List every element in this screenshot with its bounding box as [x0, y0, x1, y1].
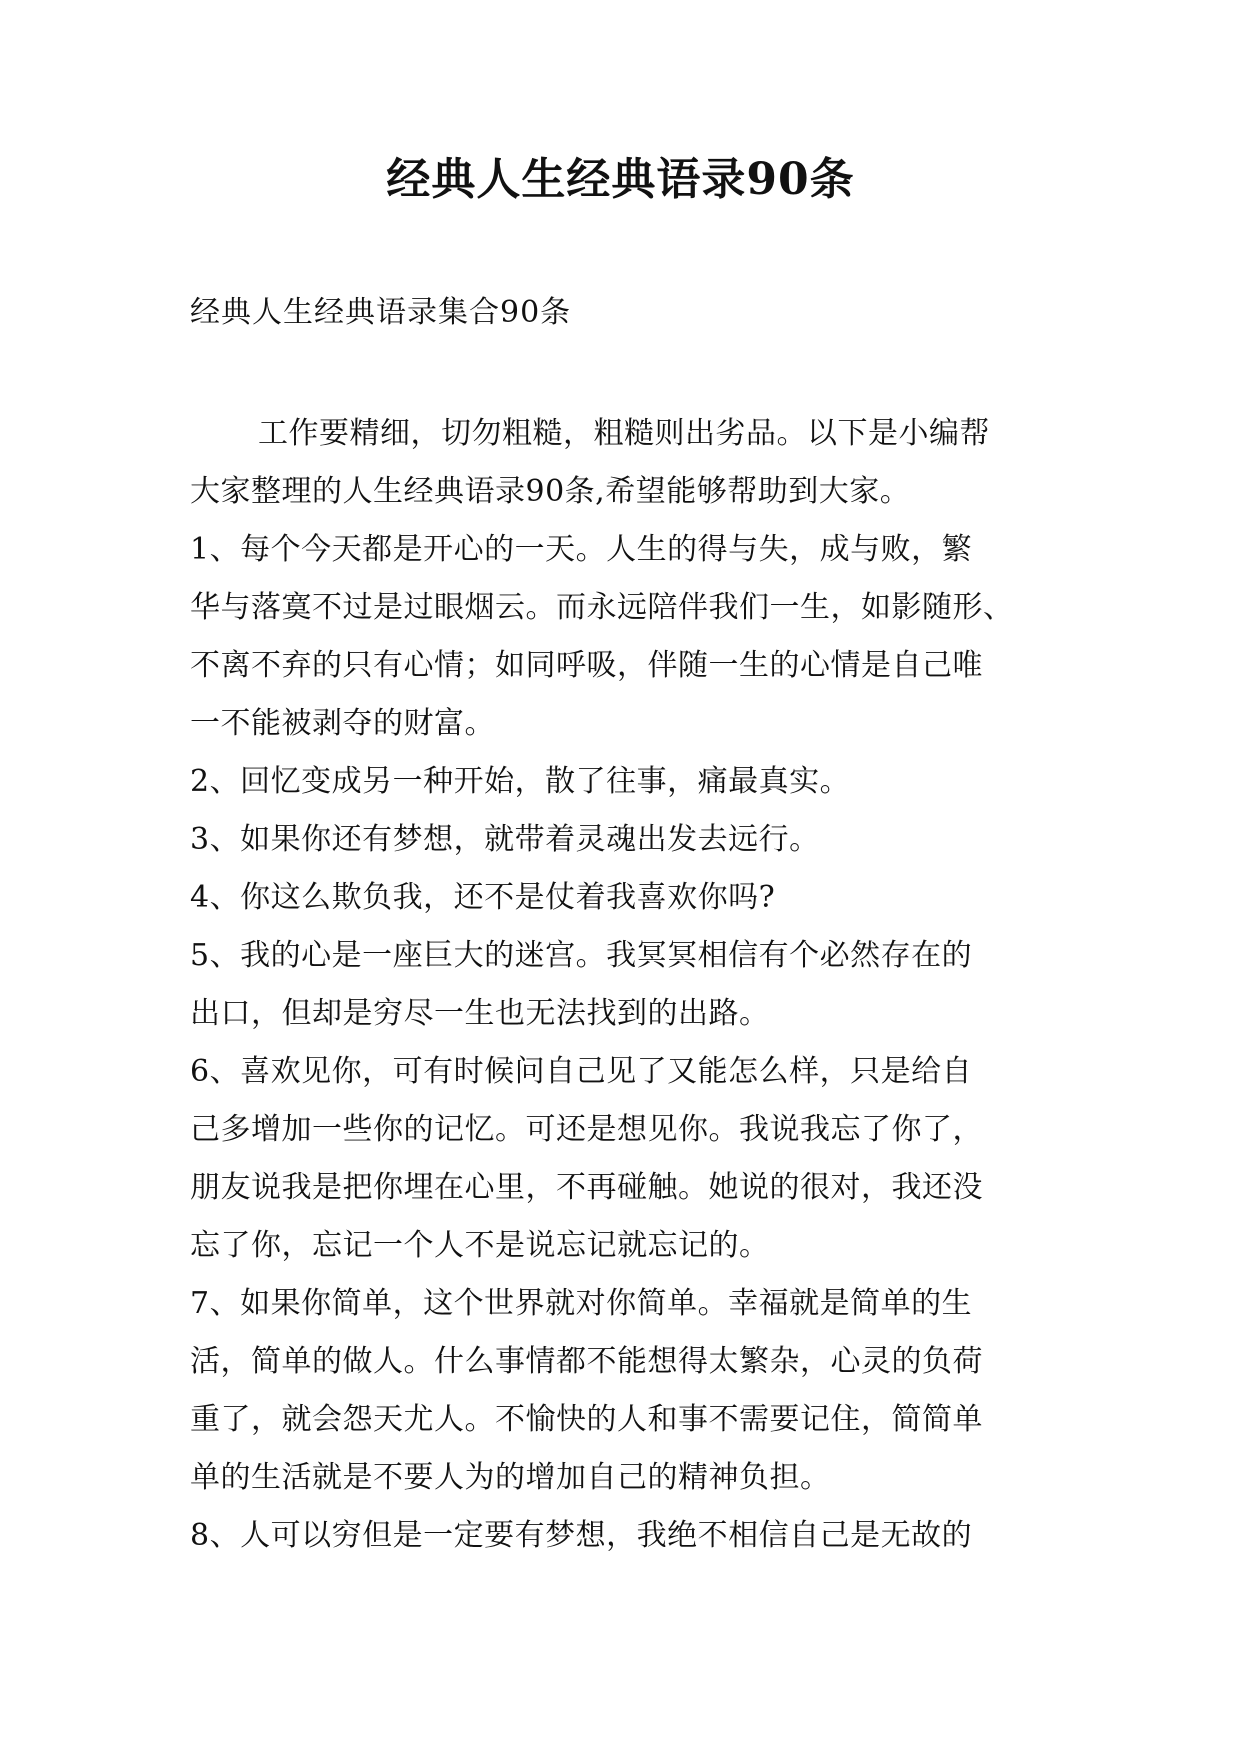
paragraph-line: 单的生活就是不要人为的增加自己的精神负担。	[190, 1460, 831, 1495]
paragraph-line: 己多增加一些你的记忆。可还是想见你。我说我忘了你了，	[190, 1112, 983, 1147]
paragraph-line: 工作要精细，切勿粗糙，粗糙则出劣品。以下是小编帮	[258, 416, 990, 451]
paragraph-line: 大家整理的人生经典语录90条,希望能够帮助到大家。	[190, 474, 911, 509]
paragraph-line: 7、如果你简单，这个世界就对你简单。幸福就是简单的生	[190, 1286, 973, 1321]
paragraph-line: 活，简单的做人。什么事情都不能想得太繁杂，心灵的负荷	[190, 1344, 983, 1379]
paragraph-line: 2、回忆变成另一种开始，散了往事，痛最真实。	[190, 764, 851, 799]
paragraph-line: 1、每个今天都是开心的一天。人生的得与失，成与败，繁	[190, 532, 973, 567]
paragraph-line: 3、如果你还有梦想，就带着灵魂出发去远行。	[190, 822, 820, 857]
paragraph-line: 忘了你，忘记一个人不是说忘记就忘记的。	[190, 1228, 770, 1263]
paragraph-line: 不离不弃的只有心情；如同呼吸，伴随一生的心情是自己唯	[190, 648, 983, 683]
document-body	[190, 405, 1060, 1565]
paragraph-line: 4、你这么欺负我，还不是仗着我喜欢你吗?	[190, 880, 776, 915]
paragraph-line: 华与落寞不过是过眼烟云。而永远陪伴我们一生，如影随形、	[190, 590, 1014, 625]
paragraph-line: 朋友说我是把你埋在心里，不再碰触。她说的很对，我还没	[190, 1170, 983, 1205]
document-title: 经典人生经典语录90条	[386, 154, 855, 205]
paragraph-line: 出口，但却是穷尽一生也无法找到的出路。	[190, 996, 770, 1031]
paragraph-line: 重了，就会怨天尤人。不愉快的人和事不需要记住，简简单	[190, 1402, 983, 1437]
paragraph-line: 6、喜欢见你，可有时候问自己见了又能怎么样，只是给自	[190, 1054, 973, 1089]
document-subtitle: 经典人生经典语录集合90条	[190, 295, 572, 330]
paragraph-line: 5、我的心是一座巨大的迷宫。我冥冥相信有个必然存在的	[190, 938, 973, 973]
paragraph-line: 8、人可以穷但是一定要有梦想，我绝不相信自己是无故的	[190, 1518, 973, 1553]
paragraph-line: 一不能被剥夺的财富。	[190, 706, 495, 741]
